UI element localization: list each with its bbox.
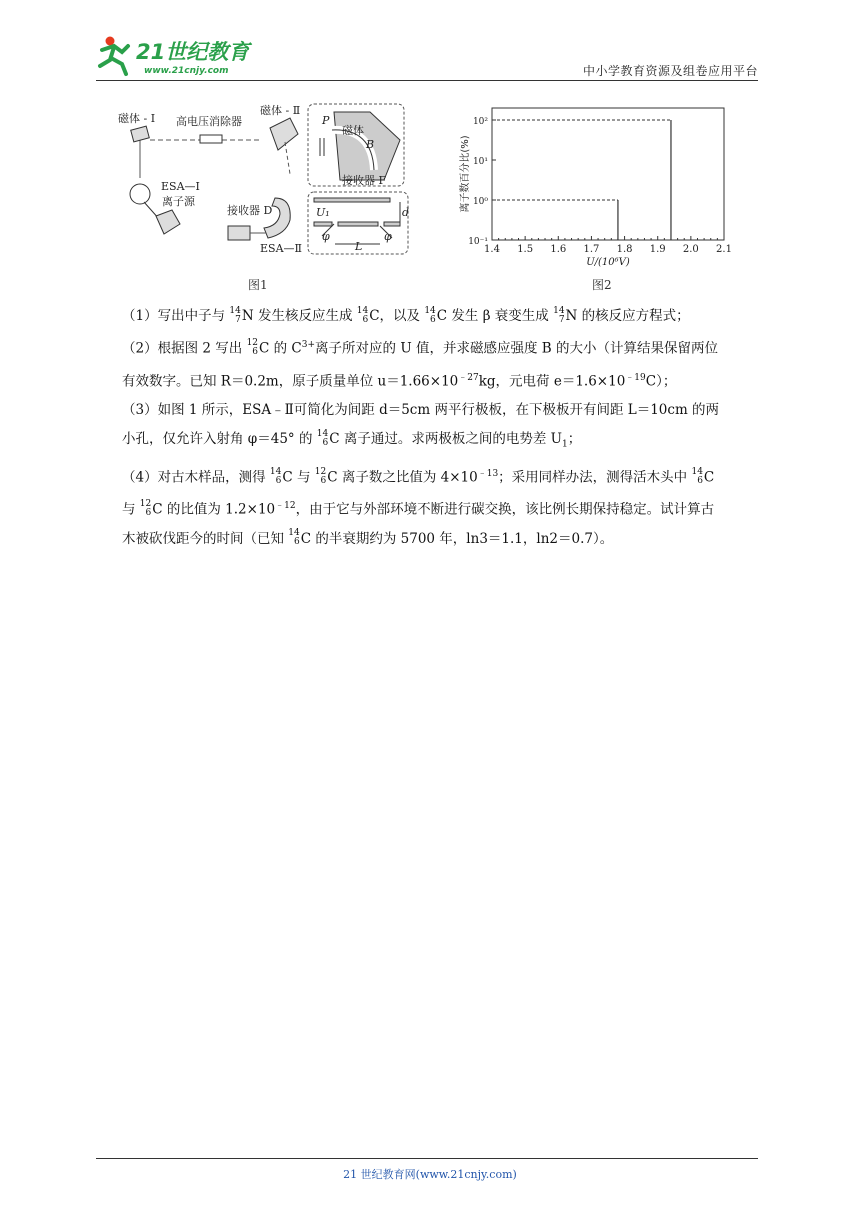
label-b: B xyxy=(366,138,375,151)
receiver-d-shape xyxy=(228,226,250,240)
iso-n14: 14 7 xyxy=(553,305,565,325)
question-2: （2）根据图 2 写出 12 6 C 的 $C^{3+}$离子所对应的 U 值，并求磁感应强度 B 的大小（计算结果保留两位 有效数字。已知 R＝0.2m，原子质量单位 $u=1.66\times 10^{﹣27}kg$，元电荷 $e=1.6\times 10^{﹣19}C$）； xyxy=(122,338,719,389)
label-receiver-d: 接收器 D xyxy=(227,204,273,217)
x-tick-label: 1.6 xyxy=(550,244,567,255)
iso-c12: 12 6 xyxy=(314,466,327,486)
x-tick-label: 2.1 xyxy=(716,244,732,255)
figures-area xyxy=(110,98,750,298)
figure1-caption: 图1 xyxy=(248,278,268,292)
esa1-shape xyxy=(130,184,150,204)
runner-icon xyxy=(100,37,128,75)
header-platform-text: 中小学教育资源及组卷应用平台 xyxy=(582,64,758,78)
svg-text:www.21cnjy.com: www.21cnjy.com xyxy=(144,66,229,76)
iso-c14: 14 6 xyxy=(424,305,436,325)
x-axis-label: U/(10⁶V) xyxy=(586,257,630,268)
footer-divider xyxy=(96,1158,758,1159)
svg-text:21世纪教育: 21世纪教育 xyxy=(136,40,250,64)
y-tick-label: 10¹ xyxy=(472,157,488,167)
figure2-chart xyxy=(456,98,746,273)
label-p: P xyxy=(322,114,330,127)
question-4: （4）对古木样品，测得 14 6 C 与 12 6 C 离子数之比值为 $4\times 10^{﹣13}$；采用同样办法，测得活木头中 14 6 C 与 12 6 C 的比值为 $1.2\times 10^{﹣12}$，由于它与外部环境不断进行碳交换，该比例长期保持稳定。试计算古 木被砍伐距今的时间（已知 14 6 C 的半衰期约为 5700 年，ln3＝1.1，ln2＝0.7）。 xyxy=(122,466,715,548)
x-tick-label: 1.7 xyxy=(583,244,600,255)
x-tick-label: 1.4 xyxy=(484,244,500,255)
site-logo xyxy=(96,32,266,78)
label-esa2: ESA—Ⅱ xyxy=(260,242,302,255)
iso-c14: 14 6 xyxy=(356,305,369,325)
label-ion-source: 离子源 xyxy=(162,195,195,208)
label-magnet2: 磁体 - Ⅱ xyxy=(260,104,301,117)
question-1: （1）写出中子与 14 7 N 发生核反应生成 14 6 C，以及 14 6 C 发生 β 衰变生成 14 7 N 的核反应方程式； xyxy=(122,305,690,325)
plot-frame xyxy=(492,108,724,240)
iso-c12: 12 6 xyxy=(139,499,152,519)
magnet1-shape xyxy=(131,126,150,142)
iso-c12: 12 6 xyxy=(246,338,259,357)
label-phi-right: φ xyxy=(384,230,392,243)
page-header xyxy=(96,32,758,82)
hv-eliminator-shape xyxy=(200,135,222,143)
x-tick-label: 1.9 xyxy=(649,244,666,255)
y-tick-label: 10⁻¹ xyxy=(468,237,488,247)
ion-source-shape xyxy=(156,210,180,234)
label-receiver-f: 接收器 F xyxy=(342,174,387,187)
iso-n14: 14 7 xyxy=(229,305,241,325)
header-divider xyxy=(96,80,758,81)
y-tick-label: 10⁰ xyxy=(472,197,488,207)
iso-c14: 14 6 xyxy=(269,466,282,486)
upper-plate xyxy=(314,198,390,202)
label-d: d xyxy=(402,206,410,219)
label-esa1: ESA—I xyxy=(161,180,200,193)
footer-link[interactable]: 21 世纪教育网(www.21cnjy.com) xyxy=(343,1168,517,1181)
magnet2-shape xyxy=(270,118,298,150)
question-text xyxy=(122,302,762,554)
lower-plate-right xyxy=(384,222,400,226)
figure1-diagram xyxy=(110,98,410,258)
label-l: L xyxy=(355,240,363,253)
figure2-caption: 图2 xyxy=(592,278,612,292)
label-phi-left: φ xyxy=(322,230,330,243)
y-axis-label: 离子数百分比(%) xyxy=(460,135,471,213)
x-tick-label: 2.0 xyxy=(682,244,699,255)
label-u1: U₁ xyxy=(316,206,330,219)
iso-c14: 14 6 xyxy=(316,428,329,448)
iso-c14: 14 6 xyxy=(288,528,300,548)
y-tick-label: 10² xyxy=(472,117,488,127)
x-tick-label: 1.8 xyxy=(616,244,633,255)
label-hv-eliminator: 高电压消除器 xyxy=(176,115,242,128)
label-magnet-b: 磁体 xyxy=(342,124,364,137)
lower-plate-left xyxy=(314,222,332,226)
lower-plate-mid xyxy=(338,222,378,226)
x-tick-label: 1.5 xyxy=(517,244,534,255)
iso-c14: 14 6 xyxy=(691,466,703,486)
question-3: （3）如图 1 所示，ESA﹣Ⅱ可简化为间距 d＝5cm 两平行极板，在下极板开有间距 L＝10cm 的两 小孔，仅允许入射角 φ＝45° 的 14 6 C 离子通过。求两极板之间的电势差 $U_1$； xyxy=(122,402,720,450)
label-magnet1: 磁体 - I xyxy=(118,112,156,125)
